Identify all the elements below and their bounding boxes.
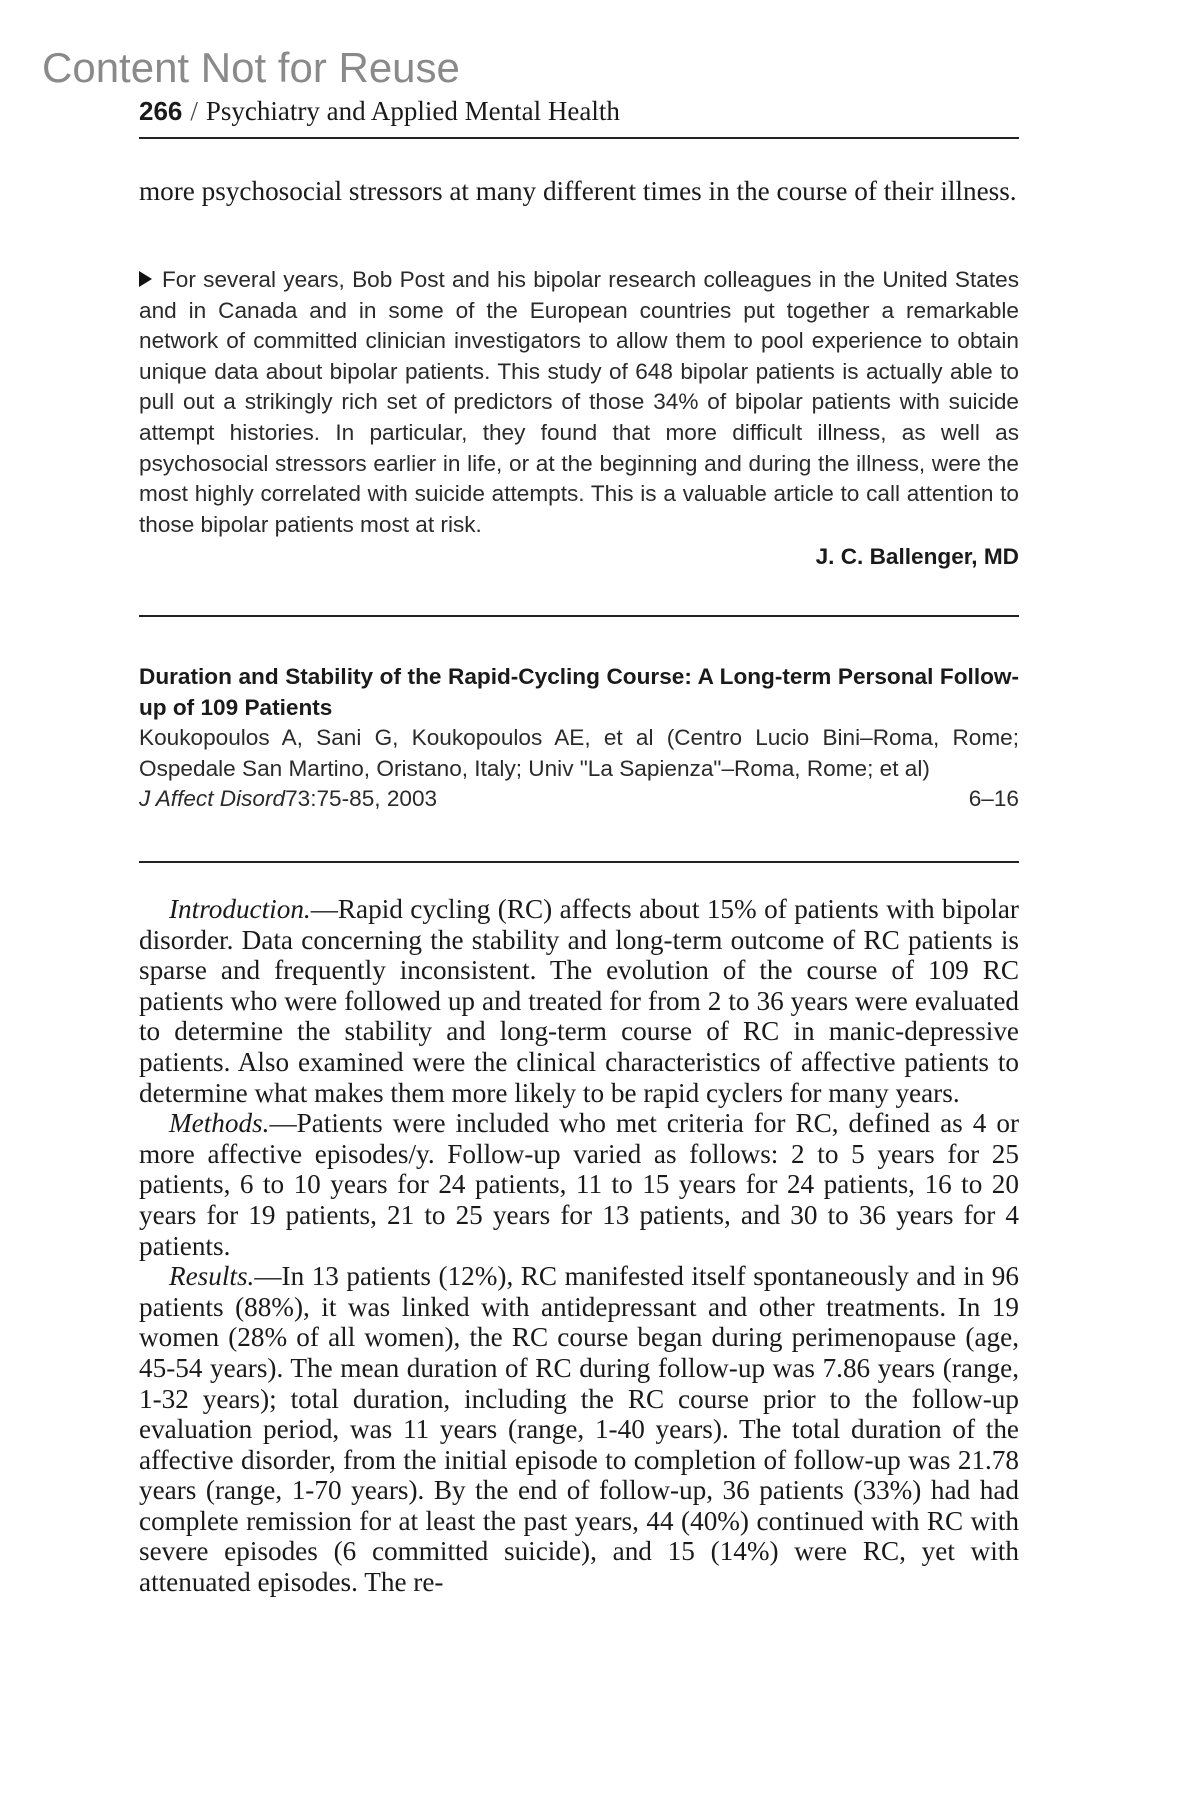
methods-text: —Patients were included who met criteria for RC, defined as 4 or more affective episodes/y. Follow-up varied as follows: 2 to 5 years for 25 patients, 6 to 10 years for 24 patients, 11 to 15 years for 24 patients, 16 to 20 years for 19 patients, 21 to 25 years for 13 patients, and 30 to 36 years for 4 patients. bbox=[139, 1108, 1019, 1261]
book-title: Psychiatry and Applied Mental Health bbox=[205, 96, 620, 126]
commentary-block bbox=[139, 265, 1019, 570]
introduction-heading: Introduction. bbox=[169, 894, 311, 924]
commentary-text: For several years, Bob Post and his bipolar research colleagues in the United States and in Canada and in some of the European countries put together a remarkable network of committed clinician investigators to allow them to pool experience to obtain unique data about bipolar patients. This study of 648 bipolar patients is actually able to pull out a strikingly rich set of predictors of those 34% of bipolar patients with suicide attempt histories. In particular, they found that more difficult illness, as well as psychosocial stressors earlier in life, or at the beginning and during the illness, were the most highly correlated with suicide attempts. This is a valuable article to call attention to those bipolar patients most at risk. bbox=[139, 267, 1019, 537]
citation-line bbox=[139, 784, 1019, 815]
running-head-separator: / bbox=[190, 96, 198, 126]
page-number: 266 bbox=[139, 96, 183, 126]
citation-source bbox=[139, 784, 437, 815]
results-paragraph bbox=[139, 1261, 1019, 1598]
methods-heading: Methods. bbox=[169, 1108, 270, 1139]
introduction-text: —Rapid cycling (RC) affects about 15% of patients with bipolar disorder. Data concerning the stability and long-term outcome of RC patients is sparse and frequently inconsistent. The evolution of the course of 109 RC patients who were followed up and treated for from 2 to 36 years were evaluated to determine the stability and long-term course of RC in manic-depressive patients. Also examined were the clinical characteristics of affective patients to determine what makes them more likely to be rapid cyclers for many years. bbox=[139, 894, 1019, 1108]
watermark: Content Not for Reuse bbox=[42, 44, 460, 91]
abstract-top-rule bbox=[139, 615, 1019, 617]
right-arrow-icon bbox=[139, 271, 152, 287]
continuation-paragraph bbox=[139, 176, 1019, 207]
abstract-body bbox=[139, 894, 1019, 1598]
commentary-paragraph bbox=[139, 265, 1019, 540]
reference-code: 6–16 bbox=[968, 786, 1019, 812]
results-text: —In 13 patients (12%), RC manifested itself spontaneously and in 96 patients (88%), it was linked with antidepressant and other treatments. In 19 women (28% of all women), the RC course began during perimenopause (age, 45-54 years). The mean duration of RC during follow-up was 7.86 years (range, 1-32 years); total duration, including the RC course prior to the follow-up evaluation period, was 11 years (range, 1-40 years). The total duration of the affective disorder, from the initial episode to completion of follow-up was 21.78 years (range, 1-70 years). By the end of follow-up, 36 patients (33%) had had complete remission for at least the past years, 44 (40%) continued with RC with severe episodes (6 committed suicide), and 15 (14%) were RC, yet with attenuated episodes. The re- bbox=[139, 1261, 1019, 1598]
running-head bbox=[139, 96, 1019, 127]
continuation-text: more psychosocial stressors at many different times in the course of their illness. bbox=[139, 176, 1017, 206]
journal-name: J Affect Disord bbox=[139, 786, 286, 812]
abstract-header bbox=[139, 662, 1019, 815]
commentary-author: J. C. Ballenger, MD bbox=[815, 544, 1019, 570]
results-heading: Results. bbox=[169, 1261, 255, 1292]
abstract-title: Duration and Stability of the Rapid-Cycling Course: A Long-term Personal Follow-up of 109 Patients bbox=[139, 664, 1019, 720]
methods-paragraph bbox=[139, 1108, 1019, 1261]
header-rule bbox=[139, 137, 1019, 139]
abstract-authors: Koukopoulos A, Sani G, Koukopoulos AE, et al (Centro Lucio Bini–Roma, Rome; Ospedale San Martino, Oristano, Italy; Univ "La Sapienza"–Roma, Rome; et al) bbox=[139, 725, 1019, 781]
introduction-paragraph bbox=[139, 894, 1019, 1108]
journal-citation: 73:75-85, 2003 bbox=[285, 786, 438, 812]
abstract-bottom-rule bbox=[139, 861, 1019, 863]
